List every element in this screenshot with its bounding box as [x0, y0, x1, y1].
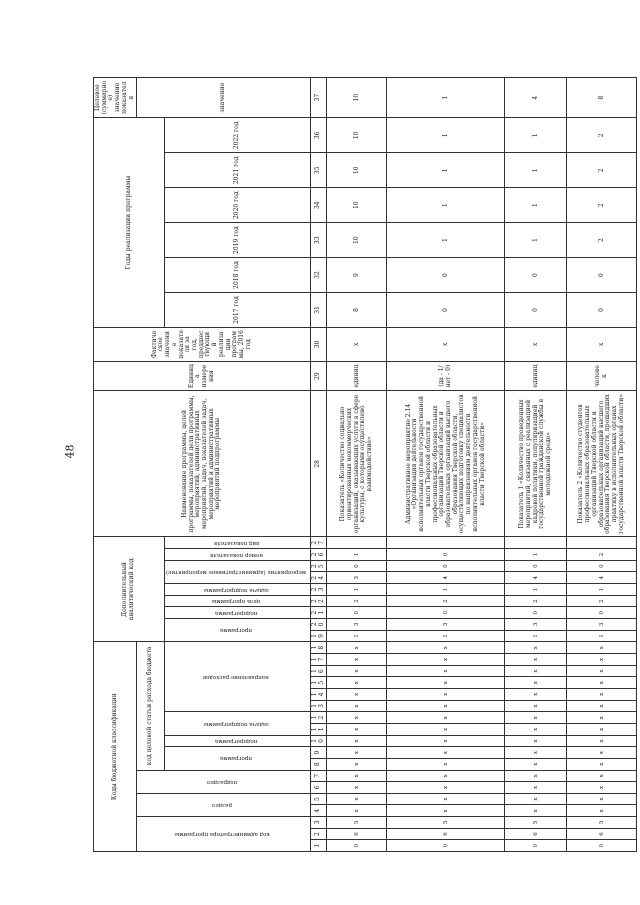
code-cell: x	[327, 642, 387, 654]
row-year-value-4: 10	[327, 188, 387, 223]
code-cell: 0	[327, 840, 387, 852]
row-year-value-1: 0	[567, 293, 637, 328]
row-year-value-3: 10	[327, 223, 387, 258]
row-year-value-3: 1	[505, 223, 567, 258]
code-cell: x	[327, 723, 387, 735]
col-number: 9	[311, 747, 327, 759]
row-final-value: 8	[567, 78, 637, 118]
code-cell: 0	[387, 549, 505, 561]
col-number: 30	[311, 327, 327, 361]
subsection-header	[137, 770, 311, 793]
year-header-3: 2019 год	[165, 223, 311, 258]
row-name: Показатель 1 «Количество проведенных мероприятий, связанных с реализацией кадровой политики, популяризацией государственной гражданской службы в молодежной среде»	[505, 391, 567, 537]
subsection-header-label: подраздел	[207, 778, 238, 785]
kcsr-direction-header-label: направление расходов	[203, 673, 270, 680]
kcsr-program-header	[165, 747, 311, 770]
code-cell: 0	[567, 840, 637, 852]
col-number: 27	[311, 537, 327, 549]
code-cell: x	[327, 712, 387, 724]
code-cell: 0	[387, 560, 505, 572]
code-cell: 2	[505, 595, 567, 607]
code-cell: x	[567, 700, 637, 712]
kcsr-task-header	[165, 712, 311, 735]
col-number: 29	[311, 361, 327, 391]
col-number: 3	[311, 817, 327, 829]
code-cell: x	[567, 793, 637, 805]
row-base-value: x	[327, 327, 387, 361]
code-cell: x	[567, 665, 637, 677]
col-number: 17	[311, 654, 327, 666]
code-cell: x	[567, 723, 637, 735]
admin-code-header	[137, 817, 311, 852]
code-cell: x	[567, 642, 637, 654]
code-cell: x	[567, 747, 637, 759]
code-cell: x	[505, 712, 567, 724]
admin-code-header-label: код администратора программы	[174, 831, 270, 838]
row-name: Показатель «Количество социально ориентированных некоммерческих организаций, оказывающих услуги в сфере культуры, с которыми осуществлено взаимодействие»	[327, 391, 387, 537]
year-header-6: 2022 год	[165, 118, 311, 153]
col-number: 18	[311, 642, 327, 654]
col-number: 6	[311, 782, 327, 794]
code-cell: x	[387, 805, 505, 817]
code-cell: x	[327, 735, 387, 747]
code-cell: 6	[327, 828, 387, 840]
code-cell: x	[567, 735, 637, 747]
row-year-value-6: 1	[387, 118, 505, 153]
code-cell: 1	[567, 584, 637, 596]
code-cell: 3	[327, 572, 387, 584]
col-number: 14	[311, 689, 327, 701]
row-year-value-6: 2	[567, 118, 637, 153]
code-cell: x	[327, 689, 387, 701]
add-goal-header-label: цель программы	[212, 598, 261, 605]
code-cell: 0	[567, 560, 637, 572]
code-cell: 1	[387, 630, 505, 642]
code-cell: x	[505, 793, 567, 805]
code-cell: x	[505, 782, 567, 794]
col-number: 15	[311, 677, 327, 689]
row-year-value-1: 8	[327, 293, 387, 328]
col-number: 8	[311, 758, 327, 770]
code-cell: 5	[387, 817, 505, 829]
col-number: 33	[311, 223, 327, 258]
code-cell: 2	[387, 595, 505, 607]
col-number: 28	[311, 391, 327, 537]
code-cell: x	[327, 747, 387, 759]
code-cell: x	[505, 642, 567, 654]
row-final-value: 1	[387, 78, 505, 118]
code-cell: x	[505, 758, 567, 770]
code-cell: x	[567, 654, 637, 666]
col-number: 24	[311, 572, 327, 584]
code-cell: 0	[387, 840, 505, 852]
row-year-value-2: 0	[505, 258, 567, 293]
table-row	[505, 78, 567, 852]
col-number: 10	[311, 735, 327, 747]
add-program-header	[165, 619, 311, 642]
kcsr-header: код целевой статьи расхода бюджета	[137, 642, 165, 770]
code-cell: x	[327, 677, 387, 689]
code-cell: x	[505, 747, 567, 759]
row-base-value: x	[567, 327, 637, 361]
code-cell: x	[327, 793, 387, 805]
col-number: 13	[311, 700, 327, 712]
code-cell: x	[505, 770, 567, 782]
code-cell: x	[387, 689, 505, 701]
empty-code-cell	[505, 537, 567, 549]
empty-code-cell	[327, 537, 387, 549]
col-number: 20	[311, 619, 327, 631]
code-cell: x	[387, 723, 505, 735]
row-unit: единиц	[505, 361, 567, 391]
code-cell: 1	[327, 549, 387, 561]
code-cell: x	[505, 700, 567, 712]
section-header-label: раздел	[212, 802, 233, 809]
code-cell: x	[387, 793, 505, 805]
program-table-rotated	[93, 77, 625, 852]
row-unit: (да - 1/нет - 0)	[387, 361, 505, 391]
col-number: 25	[311, 560, 327, 572]
col-number: 22	[311, 595, 327, 607]
code-cell: x	[505, 677, 567, 689]
col-number: 11	[311, 723, 327, 735]
code-cell: 2	[327, 595, 387, 607]
add-program-header-label: программа	[220, 627, 253, 634]
code-cell: 4	[567, 572, 637, 584]
empty-code-cell	[387, 537, 505, 549]
code-cell: 1	[505, 549, 567, 561]
col-number: 35	[311, 153, 327, 188]
base-year-header: Фактическое значение показателя за год, предшествующий реализации программы, 2016 год	[94, 327, 311, 361]
add-indicator-type-header	[165, 537, 311, 549]
code-cell: 0	[387, 607, 505, 619]
add-subprogram-header	[165, 607, 311, 619]
col-number: 31	[311, 293, 327, 328]
add-goal-header	[165, 595, 311, 607]
final-sub-header: значение	[137, 78, 311, 118]
row-year-value-1: 0	[387, 293, 505, 328]
row-year-value-6: 10	[327, 118, 387, 153]
code-cell: x	[505, 723, 567, 735]
code-cell: x	[387, 770, 505, 782]
code-cell: 0	[327, 607, 387, 619]
section-header	[137, 793, 311, 816]
year-header-4: 2020 год	[165, 188, 311, 223]
code-cell: x	[505, 689, 567, 701]
code-cell: 6	[387, 828, 505, 840]
row-unit: человек	[567, 361, 637, 391]
col-number: 21	[311, 607, 327, 619]
row-base-value: x	[387, 327, 505, 361]
code-cell: 3	[505, 619, 567, 631]
code-cell: x	[567, 770, 637, 782]
code-cell: x	[387, 712, 505, 724]
row-base-value: x	[505, 327, 567, 361]
final-value-header: Целевое (суммарное) значение показателя	[94, 78, 137, 118]
row-year-value-5: 2	[567, 153, 637, 188]
row-year-value-6: 1	[505, 118, 567, 153]
code-cell: x	[387, 654, 505, 666]
kcsr-task-header-label: задача подпрограммы	[203, 720, 269, 727]
code-cell: x	[327, 665, 387, 677]
code-cell: x	[387, 735, 505, 747]
col-number: 1	[311, 840, 327, 852]
year-header-1: 2017 год	[165, 293, 311, 328]
code-cell: x	[327, 782, 387, 794]
code-cell: 2	[567, 595, 637, 607]
row-name: Показатель 2 «Количество студентов профессиональных образовательных организаций Тверской области и образовательных организаций высшего образования Тверской области, прошедших практику в исполнительных органах государственной власти Тверской области»	[567, 391, 637, 537]
code-cell: x	[387, 665, 505, 677]
code-cell: x	[567, 712, 637, 724]
code-cell: 5	[327, 817, 387, 829]
code-cell: 2	[567, 549, 637, 561]
year-header-2: 2018 год	[165, 258, 311, 293]
col-number: 34	[311, 188, 327, 223]
add-task-header	[165, 584, 311, 596]
code-cell: x	[505, 805, 567, 817]
code-cell: 0	[505, 560, 567, 572]
code-cell: 3	[387, 619, 505, 631]
col-number: 2	[311, 828, 327, 840]
code-cell: 0	[567, 607, 637, 619]
code-cell: x	[505, 735, 567, 747]
code-cell: x	[387, 700, 505, 712]
row-year-value-5: 1	[387, 153, 505, 188]
row-year-value-2: 9	[327, 258, 387, 293]
unit-header: Единица измерения	[94, 361, 311, 391]
code-cell: x	[327, 654, 387, 666]
add-indicator-type-header-label: вид показателя	[213, 539, 259, 546]
code-cell: x	[327, 758, 387, 770]
code-cell: 4	[387, 572, 505, 584]
row-year-value-4: 1	[387, 188, 505, 223]
row-year-value-3: 2	[567, 223, 637, 258]
col-number: 36	[311, 118, 327, 153]
code-cell: 6	[567, 828, 637, 840]
code-cell: x	[567, 758, 637, 770]
add-task-header-label: задача подпрограммы	[203, 586, 269, 593]
row-year-value-1: 0	[505, 293, 567, 328]
col-number: 4	[311, 805, 327, 817]
year-header-5: 2021 год	[165, 153, 311, 188]
code-cell: 4	[505, 572, 567, 584]
row-year-value-5: 1	[505, 153, 567, 188]
add-indicator-num-header-label: номер показателя	[209, 551, 263, 558]
code-cell: x	[387, 758, 505, 770]
col-number: 16	[311, 665, 327, 677]
row-year-value-2: 0	[387, 258, 505, 293]
additional-code-header: Дополнительный аналитический код	[94, 537, 165, 642]
col-number: 23	[311, 584, 327, 596]
years-group-header: Годы реализации программы	[94, 118, 165, 328]
program-indicators-table	[93, 77, 637, 852]
code-cell: 0	[505, 607, 567, 619]
col-number: 26	[311, 549, 327, 561]
row-name: Административное мероприятие 2.14 «Организация деятельности исполнительных органов государственной власти Тверской области и профессиональных образовательных организаций Тверской области и образовательных организаций высшего образования Тверской области, осуществляющих подготовку специалистов по направлениям деятельности исполнительных органов государственной власти Тверской области»	[387, 391, 505, 537]
code-cell: 1	[505, 584, 567, 596]
code-cell: x	[505, 665, 567, 677]
add-measure-header-label: мероприятие (административное мероприятие)	[166, 569, 307, 576]
row-year-value-5: 10	[327, 153, 387, 188]
code-cell: 1	[505, 630, 567, 642]
code-cell: x	[567, 677, 637, 689]
code-cell: 5	[505, 817, 567, 829]
table-row	[387, 78, 505, 852]
add-indicator-num-header	[165, 549, 311, 561]
code-cell: 5	[567, 817, 637, 829]
table-row	[567, 78, 637, 852]
code-cell: x	[327, 700, 387, 712]
col-number: 7	[311, 770, 327, 782]
col-number: 37	[311, 78, 327, 118]
code-cell: 1	[387, 584, 505, 596]
code-cell: 0	[327, 560, 387, 572]
empty-code-cell	[567, 537, 637, 549]
col-number: 19	[311, 630, 327, 642]
code-cell: 6	[505, 828, 567, 840]
page-number: 48	[63, 444, 77, 459]
code-cell: x	[387, 747, 505, 759]
code-cell: x	[387, 782, 505, 794]
col-number: 32	[311, 258, 327, 293]
code-cell: 3	[567, 619, 637, 631]
code-cell: x	[387, 677, 505, 689]
code-cell: x	[327, 770, 387, 782]
kbk-header: Коды бюджетной классификации	[94, 642, 137, 852]
code-cell: 1	[327, 584, 387, 596]
code-cell: x	[505, 654, 567, 666]
code-cell: x	[567, 689, 637, 701]
rotated-table-area	[93, 77, 625, 852]
code-cell: x	[387, 642, 505, 654]
add-subprogram-header-label: подпрограмма	[215, 609, 258, 616]
row-final-value: 10	[327, 78, 387, 118]
col-number: 12	[311, 712, 327, 724]
kcsr-subprogram-header	[165, 735, 311, 747]
add-measure-header	[165, 560, 311, 583]
kcsr-direction-header	[165, 642, 311, 712]
code-cell: x	[567, 782, 637, 794]
row-year-value-4: 2	[567, 188, 637, 223]
table-row	[327, 78, 387, 852]
row-final-value: 4	[505, 78, 567, 118]
name-header: Наименование программы, целей программы, показателей цели программы, мероприятий, административных мероприятий, задач, показателей задач, мероприятий и административных мероприятий подпрограммы	[94, 391, 311, 537]
kcsr-subprogram-header-label: подпрограмма	[215, 738, 258, 744]
row-year-value-3: 1	[387, 223, 505, 258]
code-cell: x	[567, 805, 637, 817]
code-cell: 0	[505, 840, 567, 852]
code-cell: 1	[327, 630, 387, 642]
row-year-value-4: 1	[505, 188, 567, 223]
col-number: 5	[311, 793, 327, 805]
code-cell: x	[327, 805, 387, 817]
code-cell: 3	[327, 619, 387, 631]
kcsr-program-header-label: программа	[220, 755, 253, 762]
code-cell: 1	[567, 630, 637, 642]
row-year-value-2: 0	[567, 258, 637, 293]
row-unit: единиц	[327, 361, 387, 391]
